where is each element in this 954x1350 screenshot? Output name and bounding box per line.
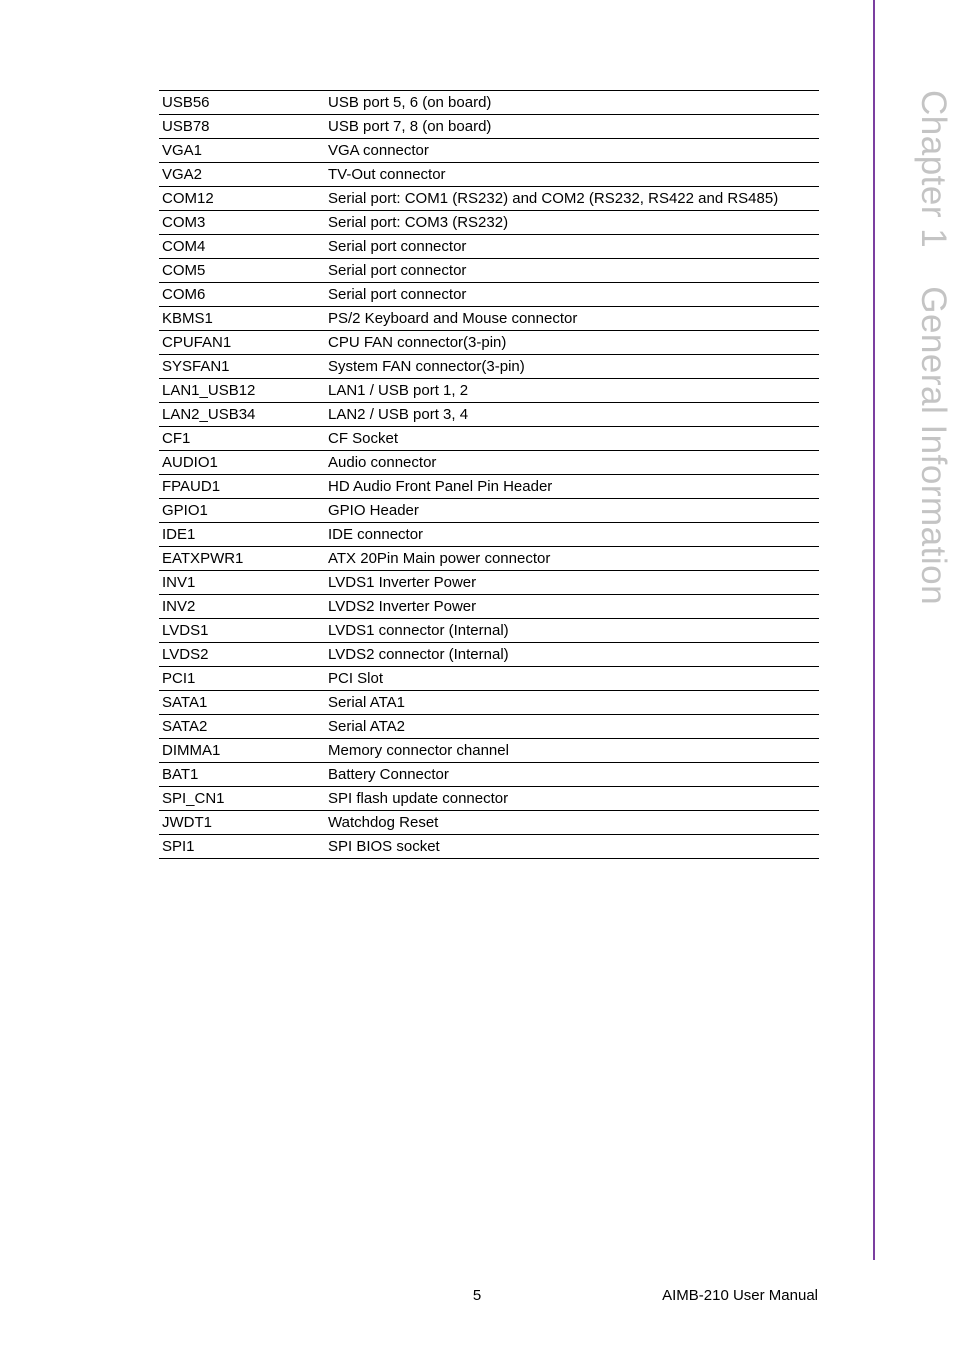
connector-description: Serial port: COM3 (RS232) <box>325 211 819 235</box>
connector-label: SPI1 <box>159 835 325 859</box>
connector-label: INV1 <box>159 571 325 595</box>
table-row <box>159 283 819 307</box>
connector-description: SPI flash update connector <box>325 787 819 811</box>
connector-label: DIMMA1 <box>159 739 325 763</box>
connector-description: TV-Out connector <box>325 163 819 187</box>
table-row <box>159 91 819 115</box>
table-row <box>159 499 819 523</box>
connector-label: COM4 <box>159 235 325 259</box>
chapter-label: Chapter 1 <box>914 90 953 249</box>
chapter-side-tab-text <box>913 90 953 605</box>
connector-label: BAT1 <box>159 763 325 787</box>
table-row <box>159 787 819 811</box>
connector-description: Battery Connector <box>325 763 819 787</box>
connector-description: ATX 20Pin Main power connector <box>325 547 819 571</box>
table-row <box>159 235 819 259</box>
table-row <box>159 307 819 331</box>
table-row <box>159 211 819 235</box>
connector-label: LVDS2 <box>159 643 325 667</box>
chapter-divider-line <box>873 0 875 1260</box>
connector-label: SATA2 <box>159 715 325 739</box>
table-row <box>159 715 819 739</box>
connector-description: SPI BIOS socket <box>325 835 819 859</box>
connector-label: PCI1 <box>159 667 325 691</box>
connector-label: CF1 <box>159 427 325 451</box>
connector-description: VGA connector <box>325 139 819 163</box>
table-row <box>159 811 819 835</box>
connector-label: CPUFAN1 <box>159 331 325 355</box>
page-number: 5 <box>472 1287 482 1304</box>
table-row <box>159 475 819 499</box>
connector-label: JWDT1 <box>159 811 325 835</box>
chapter-side-tab <box>913 90 953 610</box>
connector-description: USB port 7, 8 (on board) <box>325 115 819 139</box>
connector-label: IDE1 <box>159 523 325 547</box>
connector-label: SPI_CN1 <box>159 787 325 811</box>
connector-label: EATXPWR1 <box>159 547 325 571</box>
table-row <box>159 259 819 283</box>
connector-label: COM6 <box>159 283 325 307</box>
connector-description: Serial port connector <box>325 283 819 307</box>
connector-description: Serial port: COM1 (RS232) and COM2 (RS232, RS422 and RS485) <box>325 187 819 211</box>
connector-description: PCI Slot <box>325 667 819 691</box>
connector-label: COM5 <box>159 259 325 283</box>
connector-description: LVDS1 Inverter Power <box>325 571 819 595</box>
connector-description: LAN1 / USB port 1, 2 <box>325 379 819 403</box>
table-row <box>159 451 819 475</box>
connector-description: HD Audio Front Panel Pin Header <box>325 475 819 499</box>
chapter-section-title: General Information <box>914 286 953 606</box>
connector-table-body <box>159 91 819 859</box>
connector-label: LAN2_USB34 <box>159 403 325 427</box>
table-row <box>159 691 819 715</box>
table-row <box>159 163 819 187</box>
connector-description: Memory connector channel <box>325 739 819 763</box>
table-row <box>159 571 819 595</box>
table-row <box>159 523 819 547</box>
table-row <box>159 427 819 451</box>
table-row <box>159 763 819 787</box>
table-row <box>159 139 819 163</box>
connector-label: VGA1 <box>159 139 325 163</box>
connector-description: CPU FAN connector(3-pin) <box>325 331 819 355</box>
connector-label: LVDS1 <box>159 619 325 643</box>
connector-label: COM3 <box>159 211 325 235</box>
connector-description: LAN2 / USB port 3, 4 <box>325 403 819 427</box>
table-row <box>159 643 819 667</box>
table-row <box>159 403 819 427</box>
connector-description: Serial ATA1 <box>325 691 819 715</box>
connector-label: USB78 <box>159 115 325 139</box>
table-row <box>159 331 819 355</box>
connector-description: GPIO Header <box>325 499 819 523</box>
table-row <box>159 739 819 763</box>
connector-label: AUDIO1 <box>159 451 325 475</box>
connector-label: VGA2 <box>159 163 325 187</box>
connector-description: PS/2 Keyboard and Mouse connector <box>325 307 819 331</box>
table-row <box>159 115 819 139</box>
manual-title: AIMB-210 User Manual <box>662 1287 818 1304</box>
table-row <box>159 595 819 619</box>
connector-label: INV2 <box>159 595 325 619</box>
connector-label: KBMS1 <box>159 307 325 331</box>
connector-description: Serial port connector <box>325 259 819 283</box>
connector-description: Serial ATA2 <box>325 715 819 739</box>
connector-label: GPIO1 <box>159 499 325 523</box>
connector-label: FPAUD1 <box>159 475 325 499</box>
connector-description: LVDS1 connector (Internal) <box>325 619 819 643</box>
connector-label: LAN1_USB12 <box>159 379 325 403</box>
connector-description: USB port 5, 6 (on board) <box>325 91 819 115</box>
table-row <box>159 355 819 379</box>
connector-description: Serial port connector <box>325 235 819 259</box>
table-row <box>159 667 819 691</box>
connector-description: System FAN connector(3-pin) <box>325 355 819 379</box>
table-row <box>159 379 819 403</box>
connector-description: IDE connector <box>325 523 819 547</box>
table-row <box>159 835 819 859</box>
connector-label: USB56 <box>159 91 325 115</box>
connector-table <box>159 90 819 859</box>
connector-label: SYSFAN1 <box>159 355 325 379</box>
connector-description: Watchdog Reset <box>325 811 819 835</box>
connector-description: LVDS2 Inverter Power <box>325 595 819 619</box>
connector-label: COM12 <box>159 187 325 211</box>
table-row <box>159 619 819 643</box>
connector-description: Audio connector <box>325 451 819 475</box>
table-row <box>159 187 819 211</box>
connector-description: LVDS2 connector (Internal) <box>325 643 819 667</box>
table-row <box>159 547 819 571</box>
connector-description: CF Socket <box>325 427 819 451</box>
connector-label: SATA1 <box>159 691 325 715</box>
